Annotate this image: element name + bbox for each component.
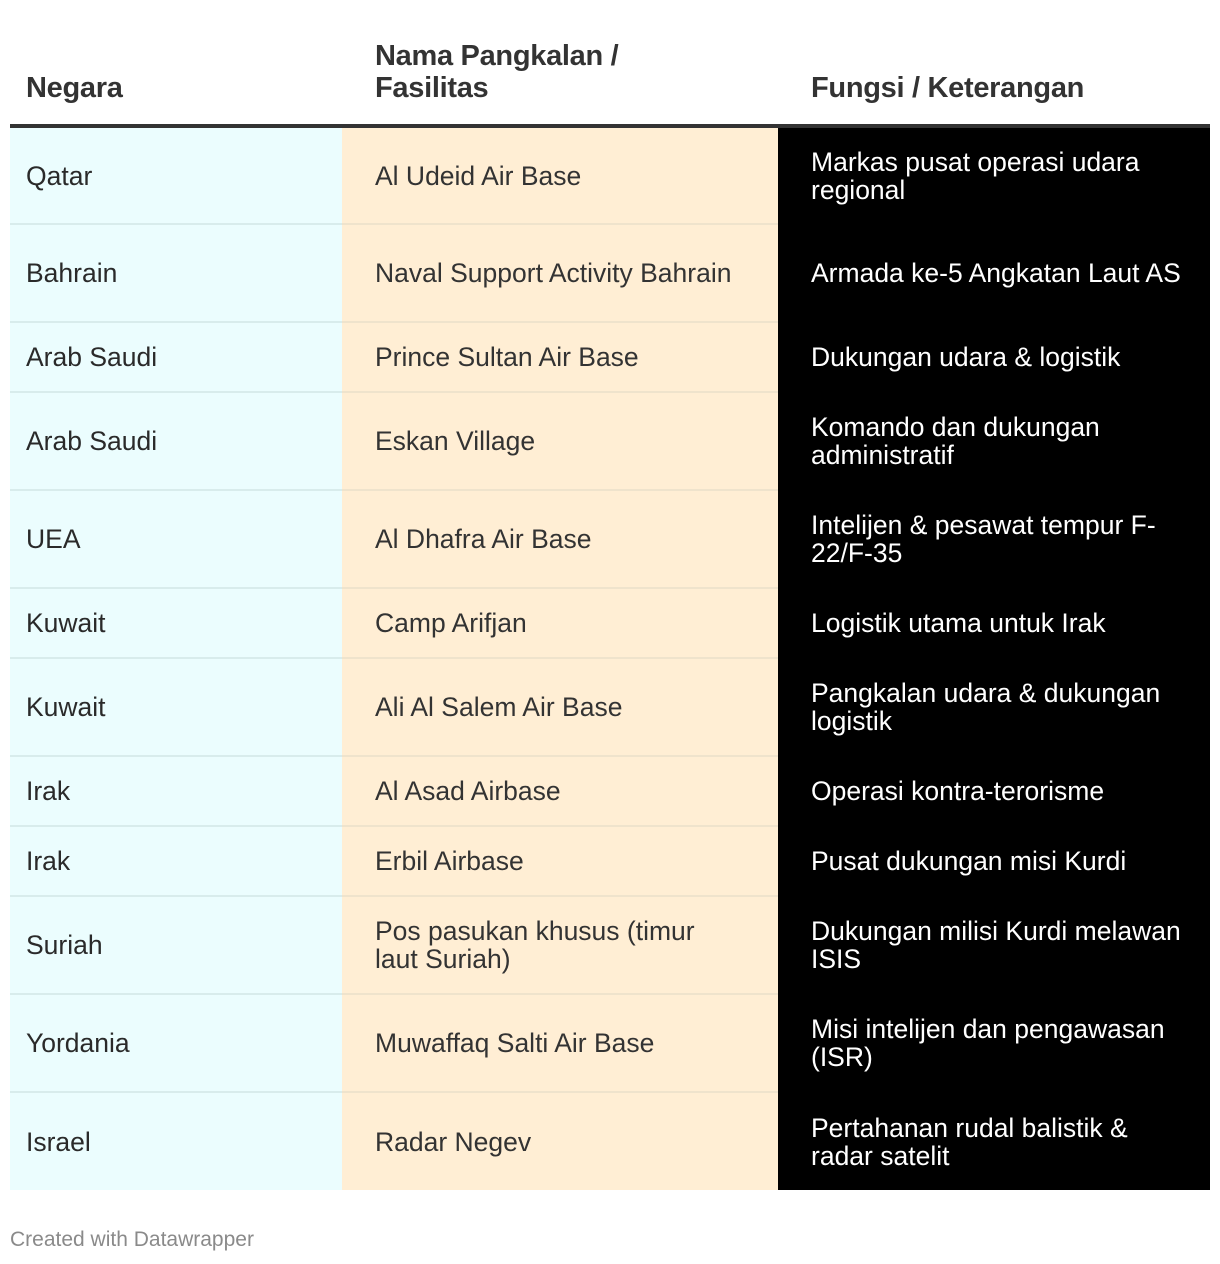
cell-base-name: Pos pasukan khusus (timur laut Suriah)	[342, 896, 778, 994]
table-row	[10, 126, 1210, 224]
cell-base-name: Erbil Airbase	[342, 826, 778, 896]
table-body	[10, 126, 1210, 1190]
column-header-function[interactable]: Fungsi / Keterangan	[778, 0, 1210, 126]
cell-country: Qatar	[10, 126, 342, 224]
cell-country: Israel	[10, 1092, 342, 1190]
cell-base-name: Al Dhafra Air Base	[342, 490, 778, 588]
cell-country: Irak	[10, 826, 342, 896]
cell-country: UEA	[10, 490, 342, 588]
data-table-container	[10, 0, 1210, 1190]
table-row	[10, 224, 1210, 322]
cell-country: Irak	[10, 756, 342, 826]
bases-table	[10, 0, 1210, 1190]
cell-function: Armada ke-5 Angkatan Laut AS	[778, 224, 1210, 322]
table-row	[10, 1092, 1210, 1190]
cell-base-name: Naval Support Activity Bahrain	[342, 224, 778, 322]
table-row	[10, 490, 1210, 588]
cell-function: Komando dan dukungan administratif	[778, 392, 1210, 490]
datawrapper-credit: Created with Datawrapper	[10, 1228, 254, 1251]
cell-function: Intelijen & pesawat tempur F-22/F-35	[778, 490, 1210, 588]
cell-function: Logistik utama untuk Irak	[778, 588, 1210, 658]
table-row	[10, 658, 1210, 756]
cell-function: Pangkalan udara & dukungan logistik	[778, 658, 1210, 756]
table-row	[10, 896, 1210, 994]
cell-base-name: Ali Al Salem Air Base	[342, 658, 778, 756]
cell-function: Pertahanan rudal balistik & radar satelit	[778, 1092, 1210, 1190]
cell-country: Bahrain	[10, 224, 342, 322]
cell-base-name: Prince Sultan Air Base	[342, 322, 778, 392]
cell-base-name: Camp Arifjan	[342, 588, 778, 658]
cell-base-name: Muwaffaq Salti Air Base	[342, 994, 778, 1092]
table-row	[10, 826, 1210, 896]
table-row	[10, 994, 1210, 1092]
cell-country: Suriah	[10, 896, 342, 994]
table-row	[10, 756, 1210, 826]
cell-country: Arab Saudi	[10, 392, 342, 490]
cell-function: Markas pusat operasi udara regional	[778, 126, 1210, 224]
cell-function: Pusat dukungan misi Kurdi	[778, 826, 1210, 896]
cell-base-name: Al Asad Airbase	[342, 756, 778, 826]
cell-country: Yordania	[10, 994, 342, 1092]
cell-function: Dukungan milisi Kurdi melawan ISIS	[778, 896, 1210, 994]
cell-base-name: Eskan Village	[342, 392, 778, 490]
cell-function: Dukungan udara & logistik	[778, 322, 1210, 392]
cell-function: Operasi kontra-terorisme	[778, 756, 1210, 826]
column-header-country[interactable]: Negara	[10, 0, 342, 126]
table-row	[10, 588, 1210, 658]
cell-base-name: Al Udeid Air Base	[342, 126, 778, 224]
cell-country: Kuwait	[10, 588, 342, 658]
table-row	[10, 392, 1210, 490]
cell-base-name: Radar Negev	[342, 1092, 778, 1190]
cell-country: Arab Saudi	[10, 322, 342, 392]
table-header-row	[10, 0, 1210, 126]
cell-country: Kuwait	[10, 658, 342, 756]
column-header-base-name[interactable]: Nama Pangkalan / Fasilitas	[342, 0, 778, 126]
cell-function: Misi intelijen dan pengawasan (ISR)	[778, 994, 1210, 1092]
table-row	[10, 322, 1210, 392]
